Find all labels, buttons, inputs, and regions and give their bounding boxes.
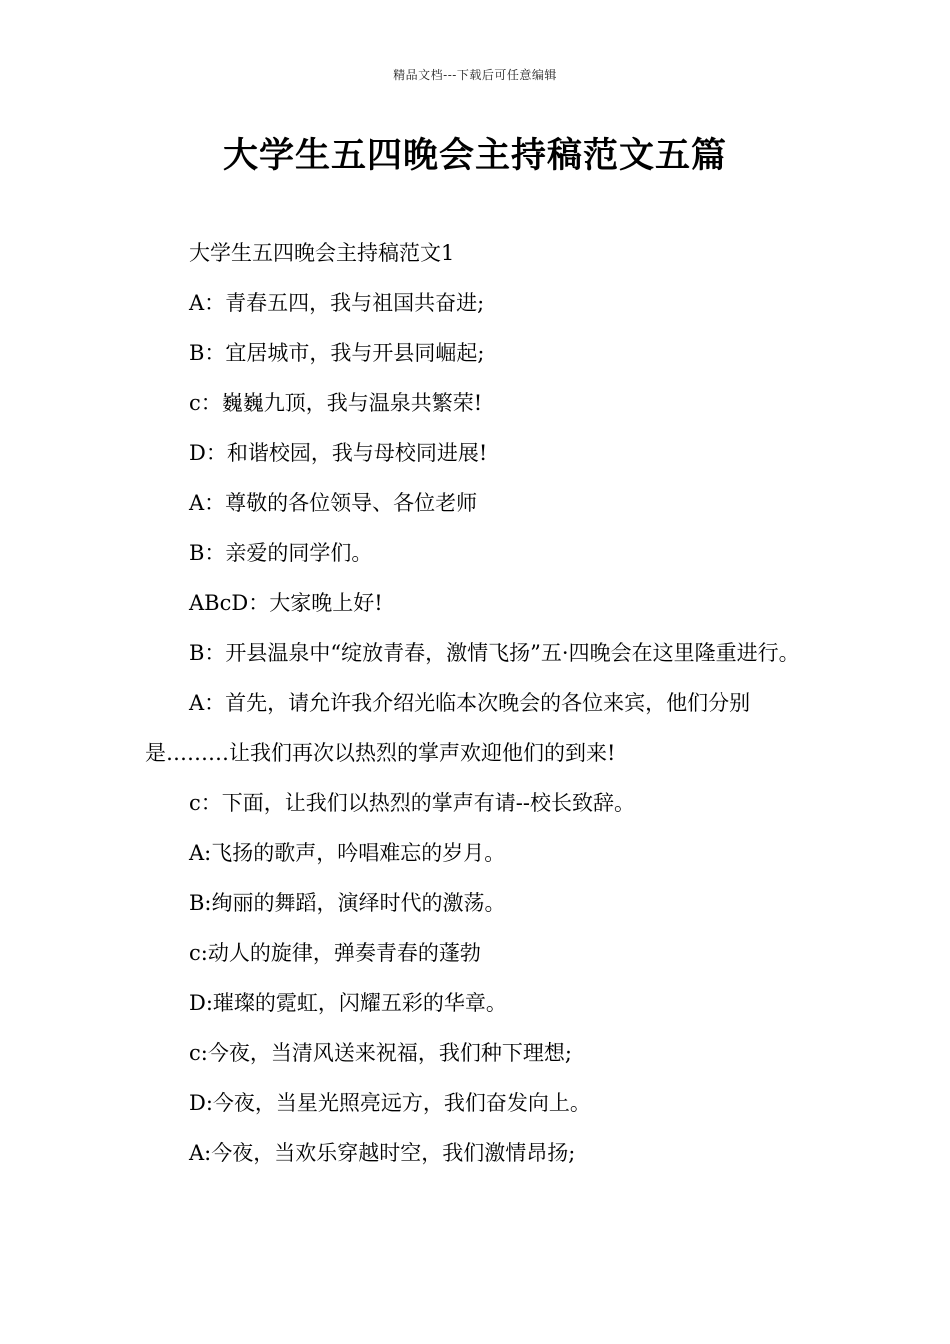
header-note: 精品文档---下载后可任意编辑 bbox=[393, 68, 557, 82]
paragraph: D：和谐校园，我与母校同进展! bbox=[189, 441, 488, 465]
paragraph: A:今夜，当欢乐穿越时空，我们激情昂扬; bbox=[189, 1141, 576, 1165]
paragraph: ABcD：大家晚上好! bbox=[189, 591, 383, 615]
paragraph: A：首先，请允许我介绍光临本次晚会的各位来宾，他们分别是………让我们再次以热烈的掌声欢迎他们的到来! bbox=[145, 691, 751, 765]
paragraph: D:今夜，当星光照亮远方，我们奋发向上。 bbox=[189, 1091, 591, 1115]
paragraph: D:璀璨的霓虹，闪耀五彩的华章。 bbox=[189, 991, 507, 1015]
paragraph: c:今夜，当清风送来祝福，我们种下理想; bbox=[189, 1041, 572, 1065]
document-body bbox=[145, 228, 810, 1178]
paragraph: c：巍巍九顶，我与温泉共繁荣! bbox=[189, 391, 483, 415]
paragraph: A:飞扬的歌声，吟唱难忘的岁月。 bbox=[189, 841, 506, 865]
paragraph: B：开县温泉中“绽放青春，激情飞扬”五·四晚会在这里隆重进行。 bbox=[189, 641, 800, 665]
paragraph: A：尊敬的各位领导、各位老师 bbox=[189, 491, 478, 515]
paragraph: c：下面，让我们以热烈的掌声有请--校长致辞。 bbox=[189, 791, 635, 815]
section-heading: 大学生五四晚会主持稿范文1 bbox=[189, 241, 455, 265]
paragraph: B：宜居城市，我与开县同崛起; bbox=[189, 341, 485, 365]
document-title: 大学生五四晚会主持稿范文五篇 bbox=[222, 136, 727, 176]
paragraph: B:绚丽的舞蹈，演绎时代的激荡。 bbox=[189, 891, 506, 915]
paragraph: A：青春五四，我与祖国共奋进; bbox=[189, 291, 485, 315]
paragraph: c:动人的旋律，弹奏青春的蓬勃 bbox=[189, 941, 481, 965]
paragraph: B：亲爱的同学们。 bbox=[189, 541, 373, 565]
